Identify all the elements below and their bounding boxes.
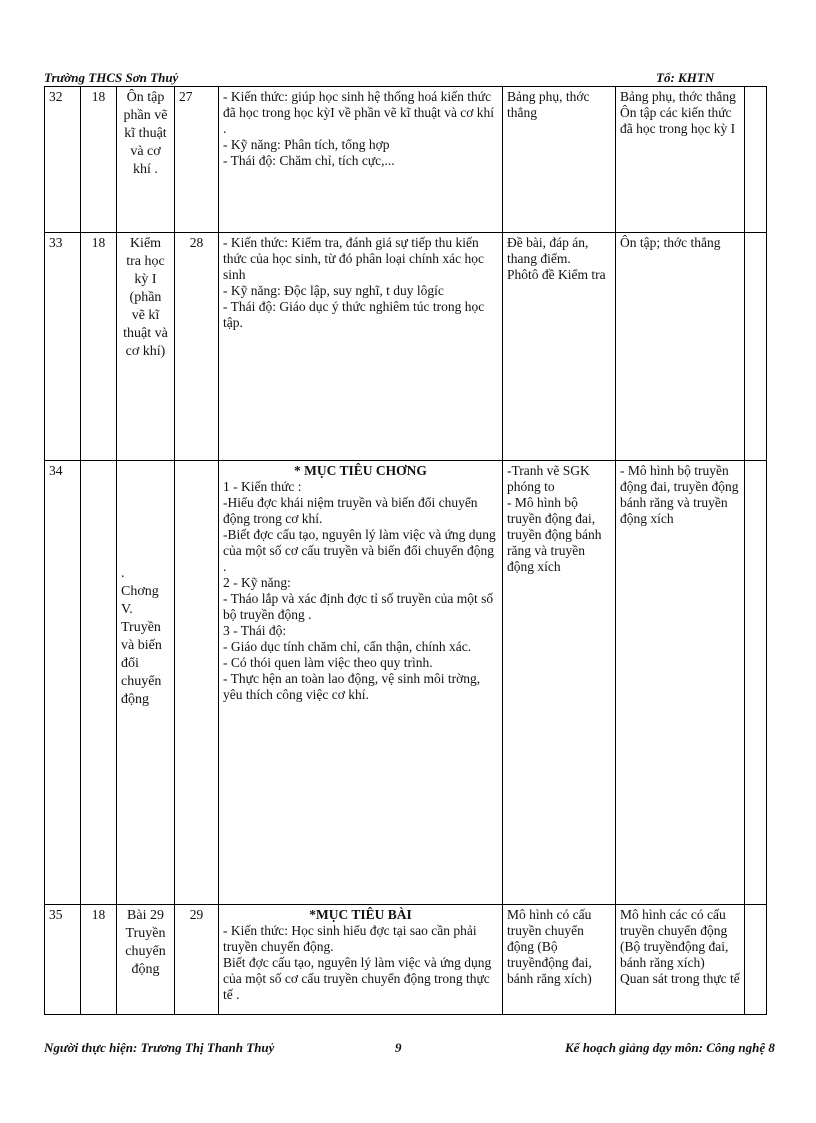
title-line: chuyển [121,674,162,689]
title-line: Chơng [121,584,159,599]
footer-author: Người thực hiện: Trương Thị Thanh Thuỷ [44,1040,275,1055]
objective-line: - Thái độ: Giáo dục ý thức nghiêm túc trong học tập. [223,299,485,330]
week-cell [81,461,117,905]
notes-cell [745,233,767,461]
student-prep-line: - Mô hình bộ truyền động đai, truyền động bánh răng và truyền động xích [620,463,739,526]
title-line: Truyền [125,926,166,941]
objective-line: 2 - Kỹ năng: [223,575,291,590]
title-line: kĩ thuật [124,126,167,141]
title-line: động [131,962,160,977]
title-line: V. [121,602,133,617]
student-prep-cell [616,905,745,1015]
table-row [45,461,767,905]
objective-line: - Kỹ năng: Phân tích, tổng hợp [223,137,390,152]
week-cell: 18 [81,905,117,1015]
week-cell: 18 [81,87,117,233]
row-number: 35 [45,905,81,1015]
title-line: cơ khí) [125,344,166,359]
teacher-prep-line: Bảng phụ, thớc thẳng [507,89,590,120]
objectives-cell [219,461,503,905]
title-line: Kiểm [129,236,162,251]
lesson-title [117,87,175,233]
objective-line: - Có thói quen làm việc theo quy trình. [223,655,433,670]
title-line: phần vẽ [123,108,168,123]
lesson-title [117,461,175,905]
title-line: (phần [129,290,162,305]
teacher-prep-line: Mô hình có cấu truyền chuyển động (Bộ truyềnđộng đai, bánh răng xích) [507,907,592,986]
student-prep-line: Bảng phụ, thớc thẳng [620,89,736,104]
page-number: 9 [395,1040,402,1055]
teacher-prep-cell [503,233,616,461]
objective-line: 1 - Kiến thức : [223,479,302,494]
notes-cell [745,87,767,233]
period-cell: 27 [175,87,219,233]
student-prep-cell [616,87,745,233]
title-line: khí . [133,162,158,177]
student-prep-line: Quan sát trong thực tế [620,971,740,986]
objective-line: - Kiến thức: giúp học sinh hệ thống hoá kiến thức đã học trong học kỳI về phần vẽ kĩ thuật và cơ khí . [223,89,495,136]
notes-cell [745,905,767,1015]
row-number: 33 [45,233,81,461]
teacher-prep-line: Phôtô đề Kiểm tra [507,267,606,282]
student-prep-line: Ôn tập các kiến thức đã học trong học kỳ I [620,105,736,136]
objective-line: -Biết đợc cấu tạo, nguyên lý làm việc và ứng dụng của một số cơ cấu truyền và biến đổi chuyển động . [223,527,496,574]
objective-line: 3 - Thái độ: [223,623,287,638]
title-line: và biến [121,638,162,653]
teacher-prep-line: -Tranh vẽ SGK phóng to [507,463,590,494]
title-line: Ôn tập [126,90,165,105]
student-prep-line: Ôn tập; thớc thẳng [620,235,721,250]
table-row [45,87,767,233]
teacher-prep-line: Đề bài, đáp án, thang điểm. [507,235,589,266]
objective-line: -Hiểu đợc khái niệm truyền và biến đổi chuyển động trong cơ khí. [223,495,478,526]
period-cell: 28 [175,233,219,461]
header-school: Trường THCS Sơn Thuỷ [44,70,179,85]
title-line: . [121,566,125,581]
week-cell: 18 [81,233,117,461]
objective-line: Biết đợc cấu tạo, nguyên lý làm việc và ứng dụng của một số cơ cấu truyền chuyển động trong thực tế . [223,955,492,1002]
title-line: tra học [126,254,165,269]
title-line: Truyền [121,620,161,635]
row-number: 32 [45,87,81,233]
period-cell [175,461,219,905]
objective-line: - Kiến thức: Học sinh hiểu đợc tại sao cần phải truyền chuyển động. [223,923,477,954]
title-line: vẽ kĩ [131,308,160,323]
title-line: kỳ I [134,272,157,287]
lesson-title [117,233,175,461]
title-line: đổi [121,656,139,671]
section-heading: *MỤC TIÊU BÀI [309,907,412,922]
objectives-cell [219,905,503,1015]
objectives-cell [219,87,503,233]
teacher-prep-cell [503,461,616,905]
teacher-prep-line: - Mô hình bộ truyền động đai, truyền động bánh răng và truyền động xích [507,495,602,574]
title-line: thuật và [123,326,168,341]
title-line: và cơ [130,144,161,159]
student-prep-line: Mô hình các có cấu truyền chuyển động (Bộ truyềnđộng đai, bánh răng xích) [620,907,729,970]
student-prep-cell [616,233,745,461]
header-department: Tổ: KHTN [656,70,715,85]
table-row [45,233,767,461]
title-line: động [121,692,149,707]
footer-subject: Kế hoạch giảng dạy môn: Công nghệ 8 [565,1040,775,1055]
objective-line: - Thực hện an toàn lao động, vệ sinh môi trờng, yêu thích công việc cơ khí. [223,671,481,702]
row-number: 34 [45,461,81,905]
objective-line: - Thái độ: Chăm chỉ, tích cực,... [223,153,395,168]
title-line: Bài 29 [127,908,164,923]
teacher-prep-cell [503,87,616,233]
section-heading: * MỤC TIÊU CHƠNG [294,463,427,478]
objective-line: - Kiến thức: Kiểm tra, đánh giá sự tiếp thu kiến thức của học sinh, từ đó phân loại chính xác học sinh [223,235,484,282]
objective-line: - Kỹ năng: Độc lập, suy nghĩ, t duy lôgíc [223,283,444,298]
objective-line: - Tháo lắp và xác định đợc tỉ số truyền của một số bộ truyền động . [223,591,494,622]
objectives-cell [219,233,503,461]
lesson-plan-table [44,86,767,1015]
teacher-prep-cell [503,905,616,1015]
objective-line: - Giáo dục tính chăm chỉ, cẩn thận, chính xác. [223,639,472,654]
notes-cell [745,461,767,905]
title-line: chuyển [125,944,166,959]
lesson-title [117,905,175,1015]
student-prep-cell [616,461,745,905]
table-row [45,905,767,1015]
period-cell: 29 [175,905,219,1015]
